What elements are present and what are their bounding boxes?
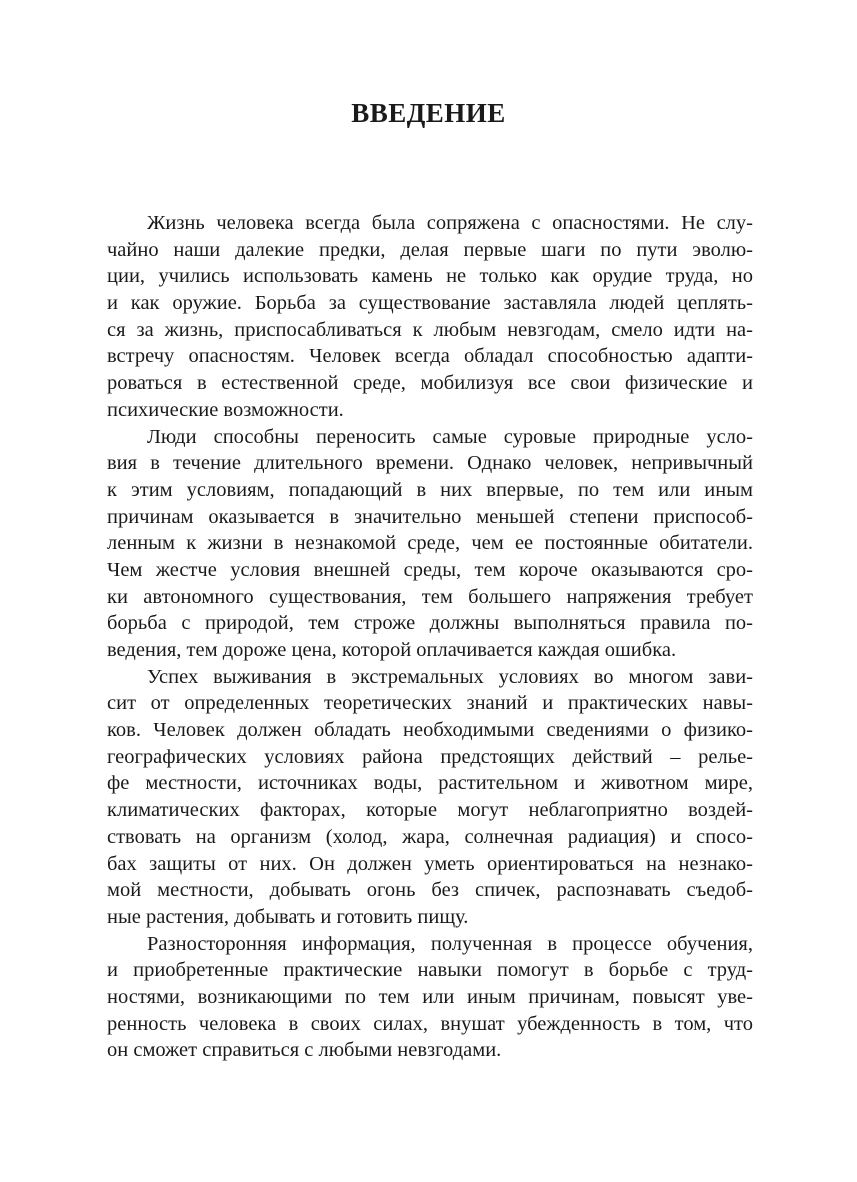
body-text xyxy=(107,210,753,1064)
text-line: встречу опасностям. Человек всегда обладал способностью адапти- xyxy=(107,345,753,368)
text-line: климатических факторах, которые могут неблагоприятно воздей- xyxy=(107,799,753,822)
text-line: бах защиты от них. Он должен уметь ориентироваться на незнако- xyxy=(107,852,753,875)
text-line: ведения, тем дороже цена, которой оплачивается каждая ошибка. xyxy=(107,639,677,661)
text-line: он сможет справиться с любыми невзгодами. xyxy=(107,1039,502,1062)
text-line: Жизнь человека всегда была сопряжена с опасностями. Не слу- xyxy=(147,212,753,234)
text-line: причинам оказывается в значительно меньшей степени приспособ- xyxy=(107,505,753,528)
text-line: географических условиях района предстоящих действий – релье- xyxy=(107,745,753,768)
text-line: Люди способны переносить самые суровые природные усло- xyxy=(147,425,753,448)
text-line: Разносторонняя информация, полученная в процессе обучения, xyxy=(147,932,753,955)
text-line: психические возможности. xyxy=(107,398,344,421)
text-line: ся за жизнь, приспосабливаться к любым невзгодам, смело идти на- xyxy=(107,318,753,341)
text-line: чайно наши далекие предки, делая первые шаги по пути эволю- xyxy=(107,238,753,261)
text-line: и приобретенные практические навыки помогут в борьбе с труд- xyxy=(107,959,753,982)
paragraph-4 xyxy=(107,931,753,1064)
text-line: роваться в естественной среде, мобилизуя все свои физические и xyxy=(107,372,753,395)
text-line: ции, учились использовать камень не только как орудие труда, но xyxy=(107,265,753,288)
text-line: мой местности, добывать огонь без спичек, распознавать съедоб- xyxy=(107,879,753,902)
text-line: ствовать на организм (холод, жара, солнечная радиация) и спосо- xyxy=(107,825,753,848)
text-line: ки автономного существования, тем большего напряжения требует xyxy=(107,585,753,608)
text-line: Успех выживания в экстремальных условиях во многом зави- xyxy=(147,665,753,688)
text-line: ностями, возникающими по тем или иным причинам, повысят уве- xyxy=(107,985,753,1008)
paragraph-3 xyxy=(107,664,753,931)
text-line: ные растения, добывать и готовить пищу. xyxy=(107,905,469,928)
page-title: ВВЕДЕНИЕ xyxy=(351,98,506,128)
text-line: ленным к жизни в незнакомой среде, чем ее постоянные обитатели. xyxy=(107,532,753,555)
paragraph-2 xyxy=(107,424,753,664)
text-line: и как оружие. Борьба за существование заставляла людей цеплять- xyxy=(107,292,753,315)
text-line: борьба с природой, тем строже должны выполняться правила по- xyxy=(107,612,753,635)
text-line: ков. Человек должен обладать необходимыми сведениями о физико- xyxy=(107,719,753,742)
text-line: фе местности, источниках воды, растительном и животном мире, xyxy=(107,772,753,795)
text-line: Чем жестче условия внешней среды, тем короче оказываются сро- xyxy=(107,558,753,581)
text-line: сит от определенных теоретических знаний и практических навы- xyxy=(107,692,753,715)
text-line: к этим условиям, попадающий в них впервые, по тем или иным xyxy=(107,478,753,501)
text-line: вия в течение длительного времени. Однако человек, непривычный xyxy=(107,452,753,475)
paragraph-1 xyxy=(107,210,753,424)
text-line: ренность человека в своих силах, внушат убежденность в том, что xyxy=(107,1012,753,1035)
